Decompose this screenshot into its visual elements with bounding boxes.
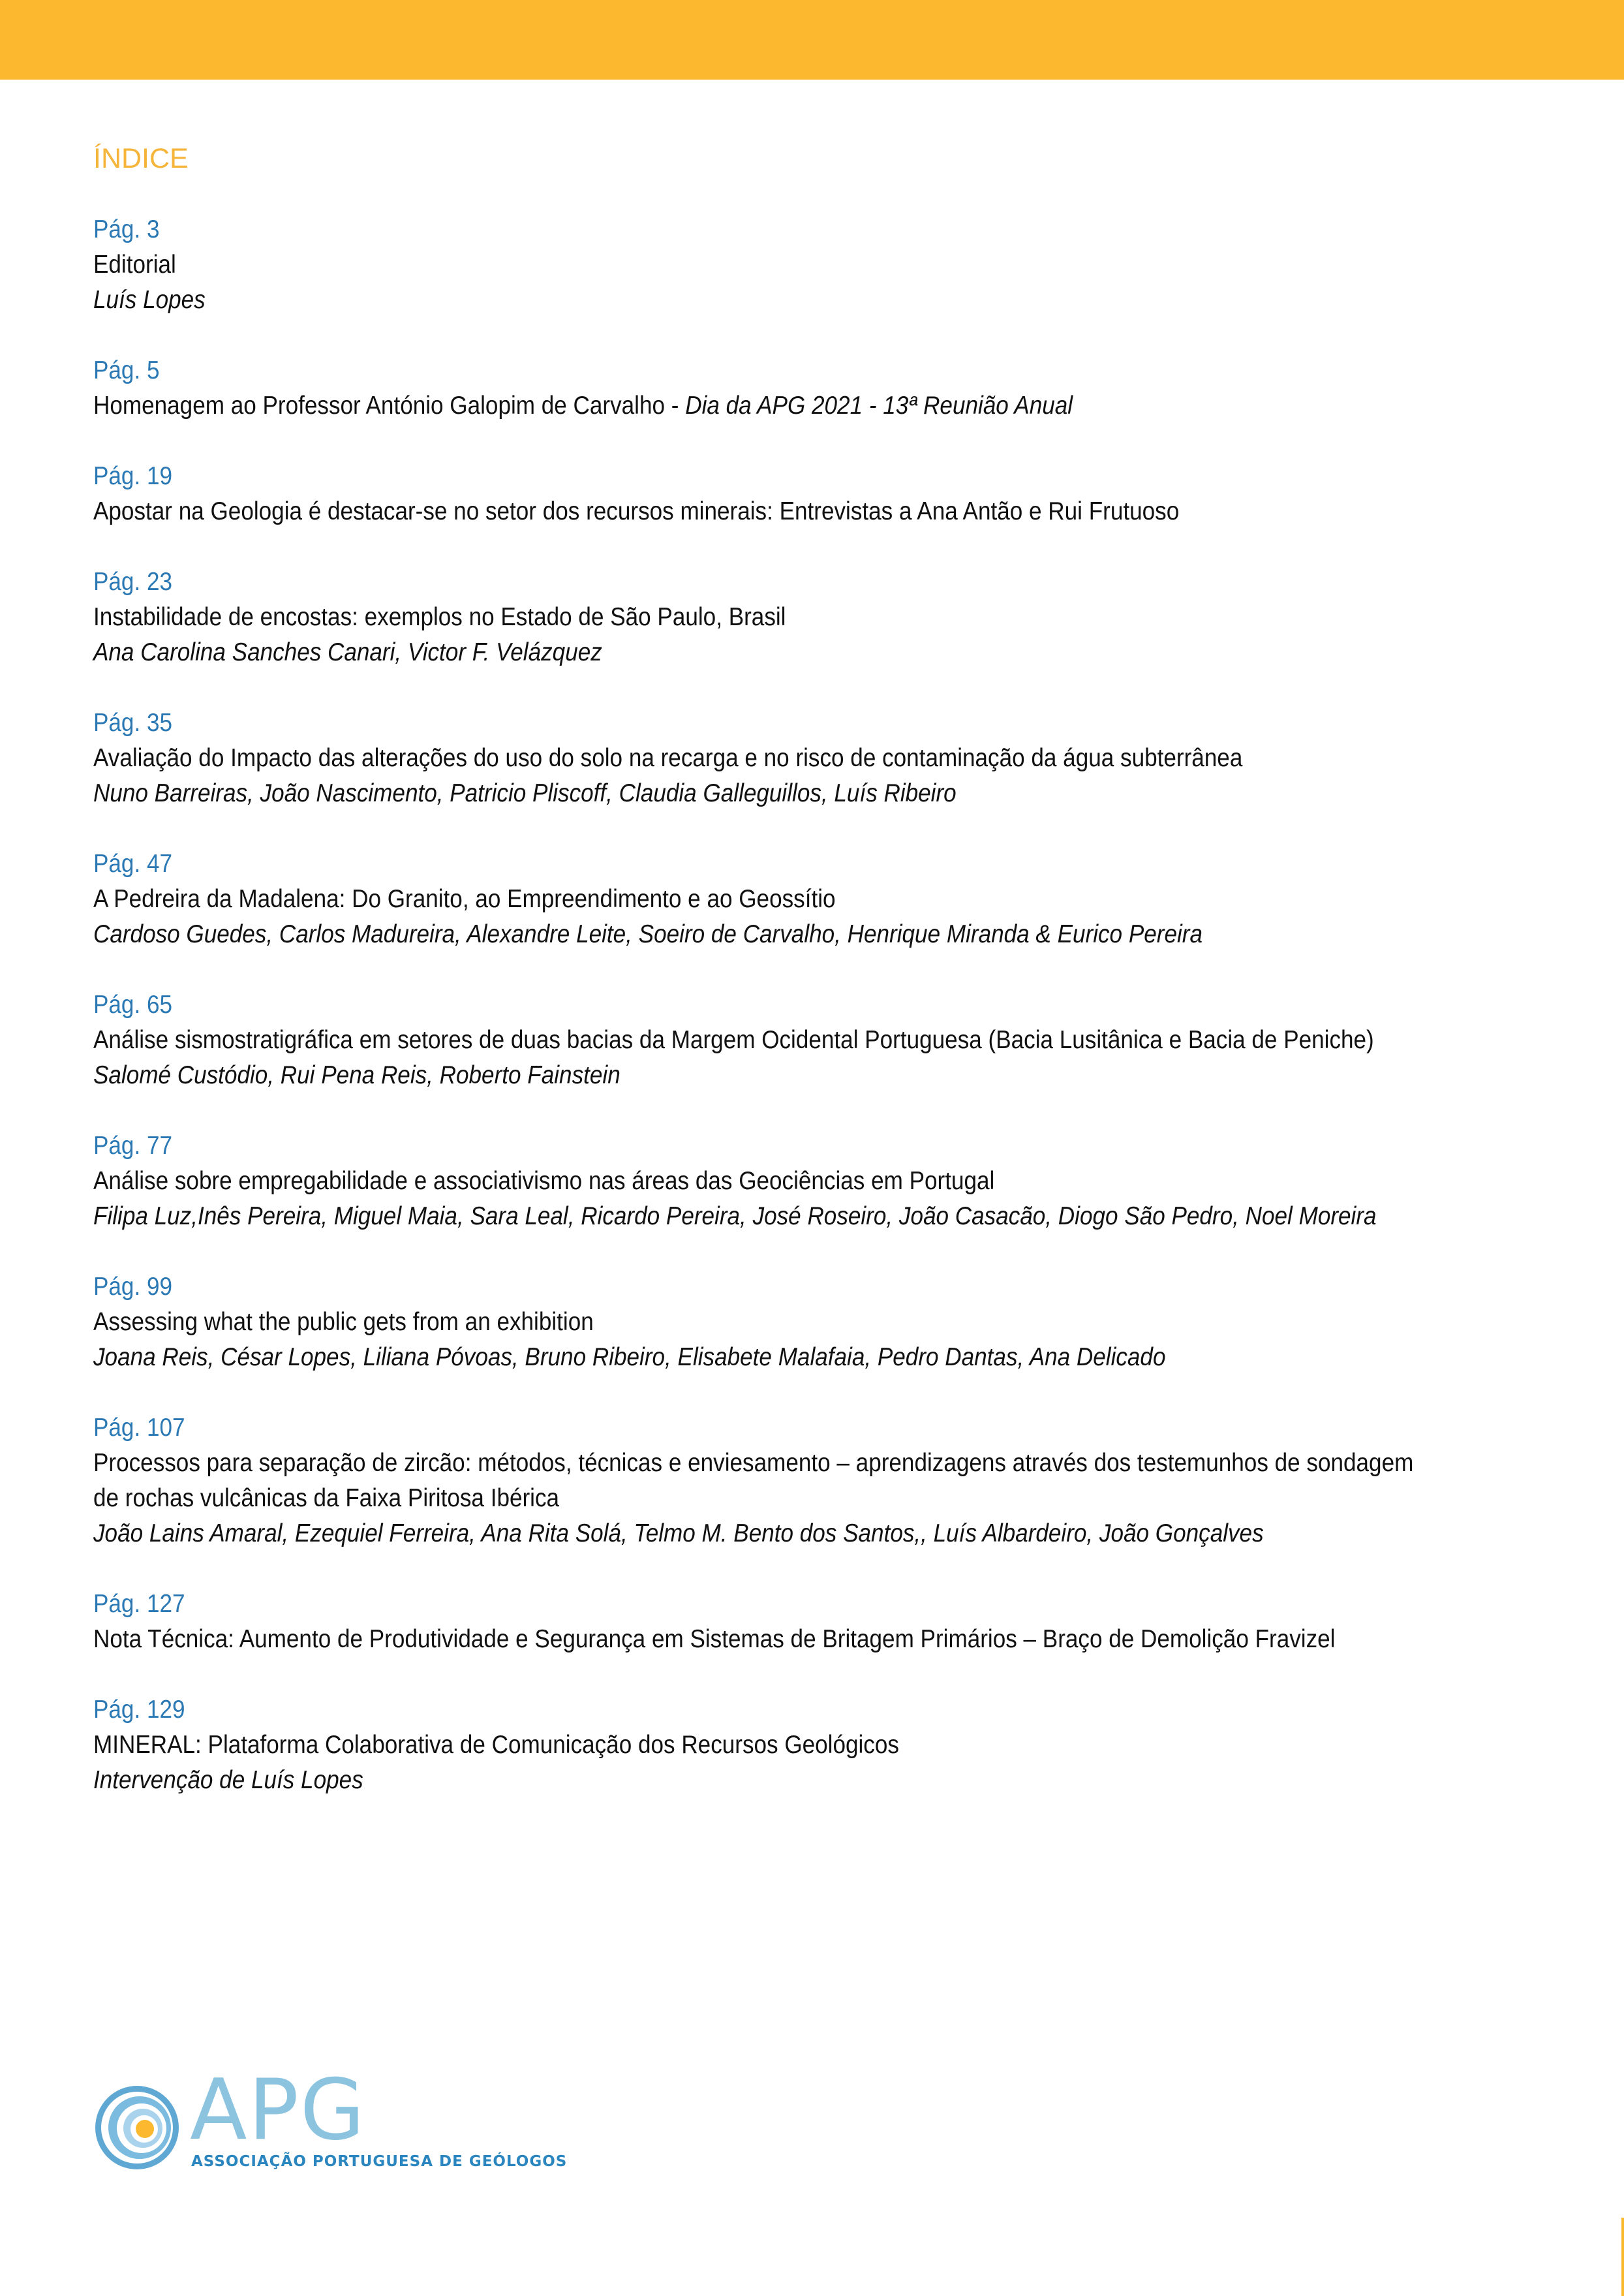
toc-title: Editorial (93, 251, 176, 279)
toc-authors: João Lains Amaral, Ezequiel Ferreira, Ana Rita Solá, Telmo M. Bento dos Santos,, Luís Albardeiro, João Gonçalves (93, 1519, 1264, 1547)
toc-authors: Filipa Luz,Inês Pereira, Miguel Maia, Sara Leal, Ricardo Pereira, José Roseiro, João Casacão, Diogo São Pedro, Noel Moreira (93, 1202, 1377, 1230)
toc-page-number: Pág. 3 (93, 215, 160, 243)
toc-title: MINERAL: Plataforma Colaborativa de Comunicação dos Recursos Geológicos (93, 1731, 899, 1759)
toc-page-number: Pág. 19 (93, 462, 173, 490)
toc-authors: Intervenção de Luís Lopes (93, 1766, 363, 1794)
page-edge-mark (1621, 2218, 1624, 2296)
toc-authors: Ana Carolina Sanches Canari, Victor F. Velázquez (93, 638, 602, 666)
toc-authors: Joana Reis, César Lopes, Liliana Póvoas, Bruno Ribeiro, Elisabete Malafaia, Pedro Dantas, Ana Delicado (93, 1343, 1166, 1371)
toc-entry[interactable] (93, 1410, 1532, 1551)
toc-entry[interactable] (93, 1587, 1532, 1657)
toc-page-number: Pág. 127 (93, 1590, 185, 1618)
toc-title: Avaliação do Impacto das alterações do uso do solo na recarga e no risco de contaminação da água subterrânea (93, 744, 1243, 772)
toc-authors: Salomé Custódio, Rui Pena Reis, Roberto Fainstein (93, 1061, 620, 1089)
toc-page-number: Pág. 129 (93, 1696, 185, 1724)
toc-entry[interactable] (93, 1128, 1532, 1234)
logo-acronym: APG (190, 2062, 366, 2159)
toc-authors: Nuno Barreiras, João Nascimento, Patricio Pliscoff, Claudia Galleguillos, Luís Ribeiro (93, 779, 957, 807)
toc-entry[interactable] (93, 846, 1532, 952)
toc-title: Homenagem ao Professor António Galopim de Carvalho - (93, 392, 686, 420)
toc-title: Análise sobre empregabilidade e associativismo nas áreas das Geociências em Portugal (93, 1167, 995, 1195)
top-color-band (0, 0, 1624, 80)
toc-page-number: Pág. 77 (93, 1132, 173, 1160)
toc-page-number: Pág. 65 (93, 991, 173, 1019)
toc-page-number: Pág. 99 (93, 1273, 173, 1301)
toc-entry[interactable] (93, 1692, 1532, 1798)
toc-subtitle: Dia da APG 2021 - 13ª Reunião Anual (685, 392, 1073, 420)
toc-authors: Cardoso Guedes, Carlos Madureira, Alexandre Leite, Soeiro de Carvalho, Henrique Miranda & Eurico Pereira (93, 920, 1203, 948)
toc-title: Assessing what the public gets from an exhibition (93, 1308, 594, 1336)
table-of-contents (93, 212, 1548, 1833)
toc-authors: Luís Lopes (93, 286, 206, 314)
toc-entry[interactable] (93, 353, 1532, 424)
toc-title: A Pedreira da Madalena: Do Granito, ao Empreendimento e ao Geossítio (93, 885, 836, 913)
apg-logo (93, 2062, 568, 2180)
toc-page-number: Pág. 47 (93, 850, 173, 878)
toc-entry[interactable] (93, 1269, 1532, 1375)
toc-page-number: Pág. 107 (93, 1414, 185, 1442)
toc-entry[interactable] (93, 565, 1532, 670)
toc-page-number: Pág. 5 (93, 356, 160, 384)
toc-entry[interactable] (93, 987, 1532, 1093)
toc-page-number: Pág. 35 (93, 709, 173, 737)
toc-entry[interactable] (93, 459, 1532, 529)
page-title: ÍNDICE (93, 143, 189, 174)
toc-page-number: Pág. 23 (93, 568, 173, 596)
toc-title: Instabilidade de encostas: exemplos no Estado de São Paulo, Brasil (93, 603, 786, 631)
apg-logo-mark-icon (93, 2084, 181, 2171)
logo-full-name: ASSOCIAÇÃO PORTUGUESA DE GEÓLOGOS (191, 2153, 568, 2170)
toc-title: Apostar na Geologia é destacar-se no setor dos recursos minerais: Entrevistas a Ana Antão e Rui Frutuoso (93, 497, 1180, 525)
toc-title-line (93, 388, 1532, 424)
toc-title: Processos para separação de zircão: métodos, técnicas e enviesamento – aprendizagens através dos testemunhos de sondagem de rochas vulcânicas da Faixa Piritosa Ibérica (93, 1449, 1414, 1512)
toc-title: Análise sismostratigráfica em setores de duas bacias da Margem Ocidental Portuguesa (Bacia Lusitânica e Bacia de Peniche) (93, 1026, 1374, 1054)
toc-title: Nota Técnica: Aumento de Produtividade e Segurança em Sistemas de Britagem Primários – Braço de Demolição Fravizel (93, 1625, 1336, 1653)
toc-entry[interactable] (93, 706, 1532, 811)
toc-entry[interactable] (93, 212, 1532, 318)
